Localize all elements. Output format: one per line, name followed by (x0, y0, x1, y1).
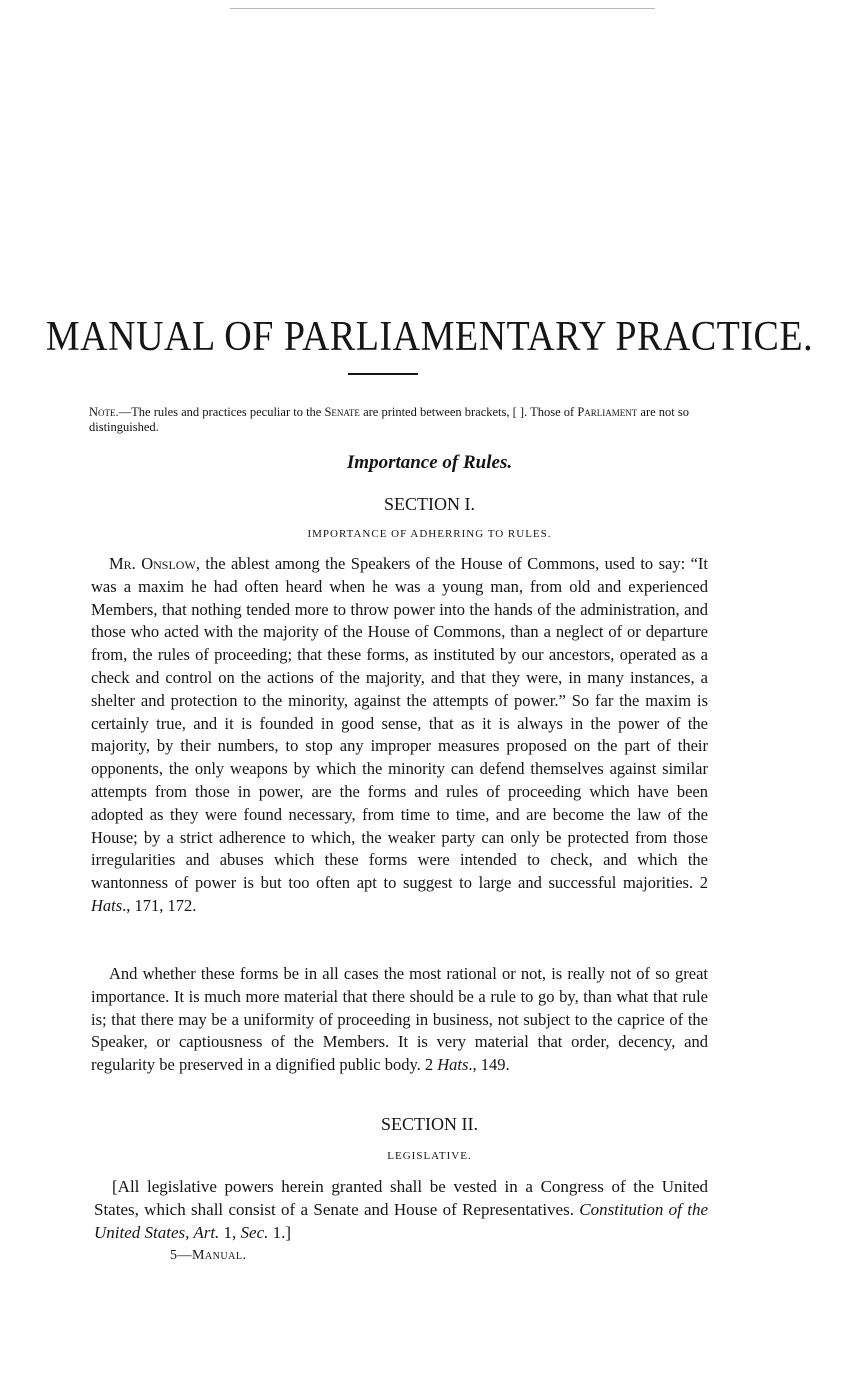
speaker-name: Mr. Onslow (109, 554, 196, 573)
section-2-heading: SECTION II. (381, 1114, 478, 1134)
section-2-subheading: LEGISLATIVE. (387, 1150, 472, 1162)
quote-source-sec-label: Sec. (240, 1223, 269, 1242)
page-title: MANUAL OF PARLIAMENTARY PRACTICE. (45, 313, 814, 361)
editorial-note (89, 405, 709, 435)
note-text-1: —The rules and practices peculiar to the (118, 405, 325, 419)
signature-mark (170, 1248, 246, 1264)
note-text-2: are printed between brackets, [ ]. Those of (359, 405, 578, 419)
section-1-subheading: IMPORTANCE OF ADHERRING TO RULES. (307, 528, 552, 540)
paragraph-1-text: , the ablest among the Speakers of the House of Commons, used to say: “It was a maxim he had often heard when he was a young man, from old and experienced Members, that nothing tended more to throw power into the hands of the administration, and those who acted with the majority of the House of Commons, than a neglect of or departure from, the rules of proceeding; that these forms, as instituted by our ancestors, operated as a check and control on the actions of the majority, and that they were, in many instances, a shelter and protection to the minority, against the attempts of power.” So far the maxim is certainly true, and it is founded in good sense, that as it is always in the power of the majority, by their numbers, to stop any improper measures proposed on the part of their opponents, the only weapons by which the minority can defend themselves against similar attempts from those in power, are the forms and rules of proceeding which have been adopted as they were found necessary, from time to time, and are become the law of the House; by a strict adherence to which, the weaker party can only be protected from those irregularities and abuses which these forms were intended to check, and which the wantonness of power is but too often apt to suggest to large and successful majorities. 2 (91, 554, 708, 893)
signature-text: 5—Manual. (170, 1248, 247, 1263)
subject-heading: Importance of Rules. (346, 452, 513, 473)
section-1-paragraph-1 (91, 553, 708, 918)
citation-source: Hats (437, 1055, 469, 1075)
note-senate: Senate (324, 405, 360, 419)
citation-pages: ., 149. (468, 1055, 510, 1075)
citation-source: Hats (91, 895, 123, 915)
section-1-heading: SECTION I. (384, 494, 475, 514)
top-page-rule (230, 8, 655, 9)
quote-source-article: 1, (219, 1223, 241, 1242)
citation-pages: ., 171, 172. (122, 895, 197, 915)
note-parliament: Parliament (577, 405, 638, 419)
note-label: Note. (89, 405, 119, 419)
quote-source-sec: 1.] (268, 1223, 292, 1242)
title-divider (348, 373, 418, 375)
quote-source-title: Constitution of the United States, Art. (94, 1200, 708, 1242)
paragraph-2-text: And whether these forms be in all cases the most rational or not, is really not of so great importance. It is much more material that there should be a rule to go by, than what that rule is; that there may be a uniformity of proceeding in business, not subject to the caprice of the Speaker, or captiousness of the Members. It is very material that order, decency, and regularity be preserved in a dignified public body. 2 (91, 964, 708, 1075)
constitution-quote (94, 1175, 708, 1244)
section-1-paragraph-2 (91, 963, 708, 1077)
quote-text: [All legislative powers herein granted shall be vested in a Congress of the United States, which shall consist of a Senate and House of Representatives. (94, 1177, 708, 1219)
note-text-3: are not so distinguished. (89, 405, 690, 434)
